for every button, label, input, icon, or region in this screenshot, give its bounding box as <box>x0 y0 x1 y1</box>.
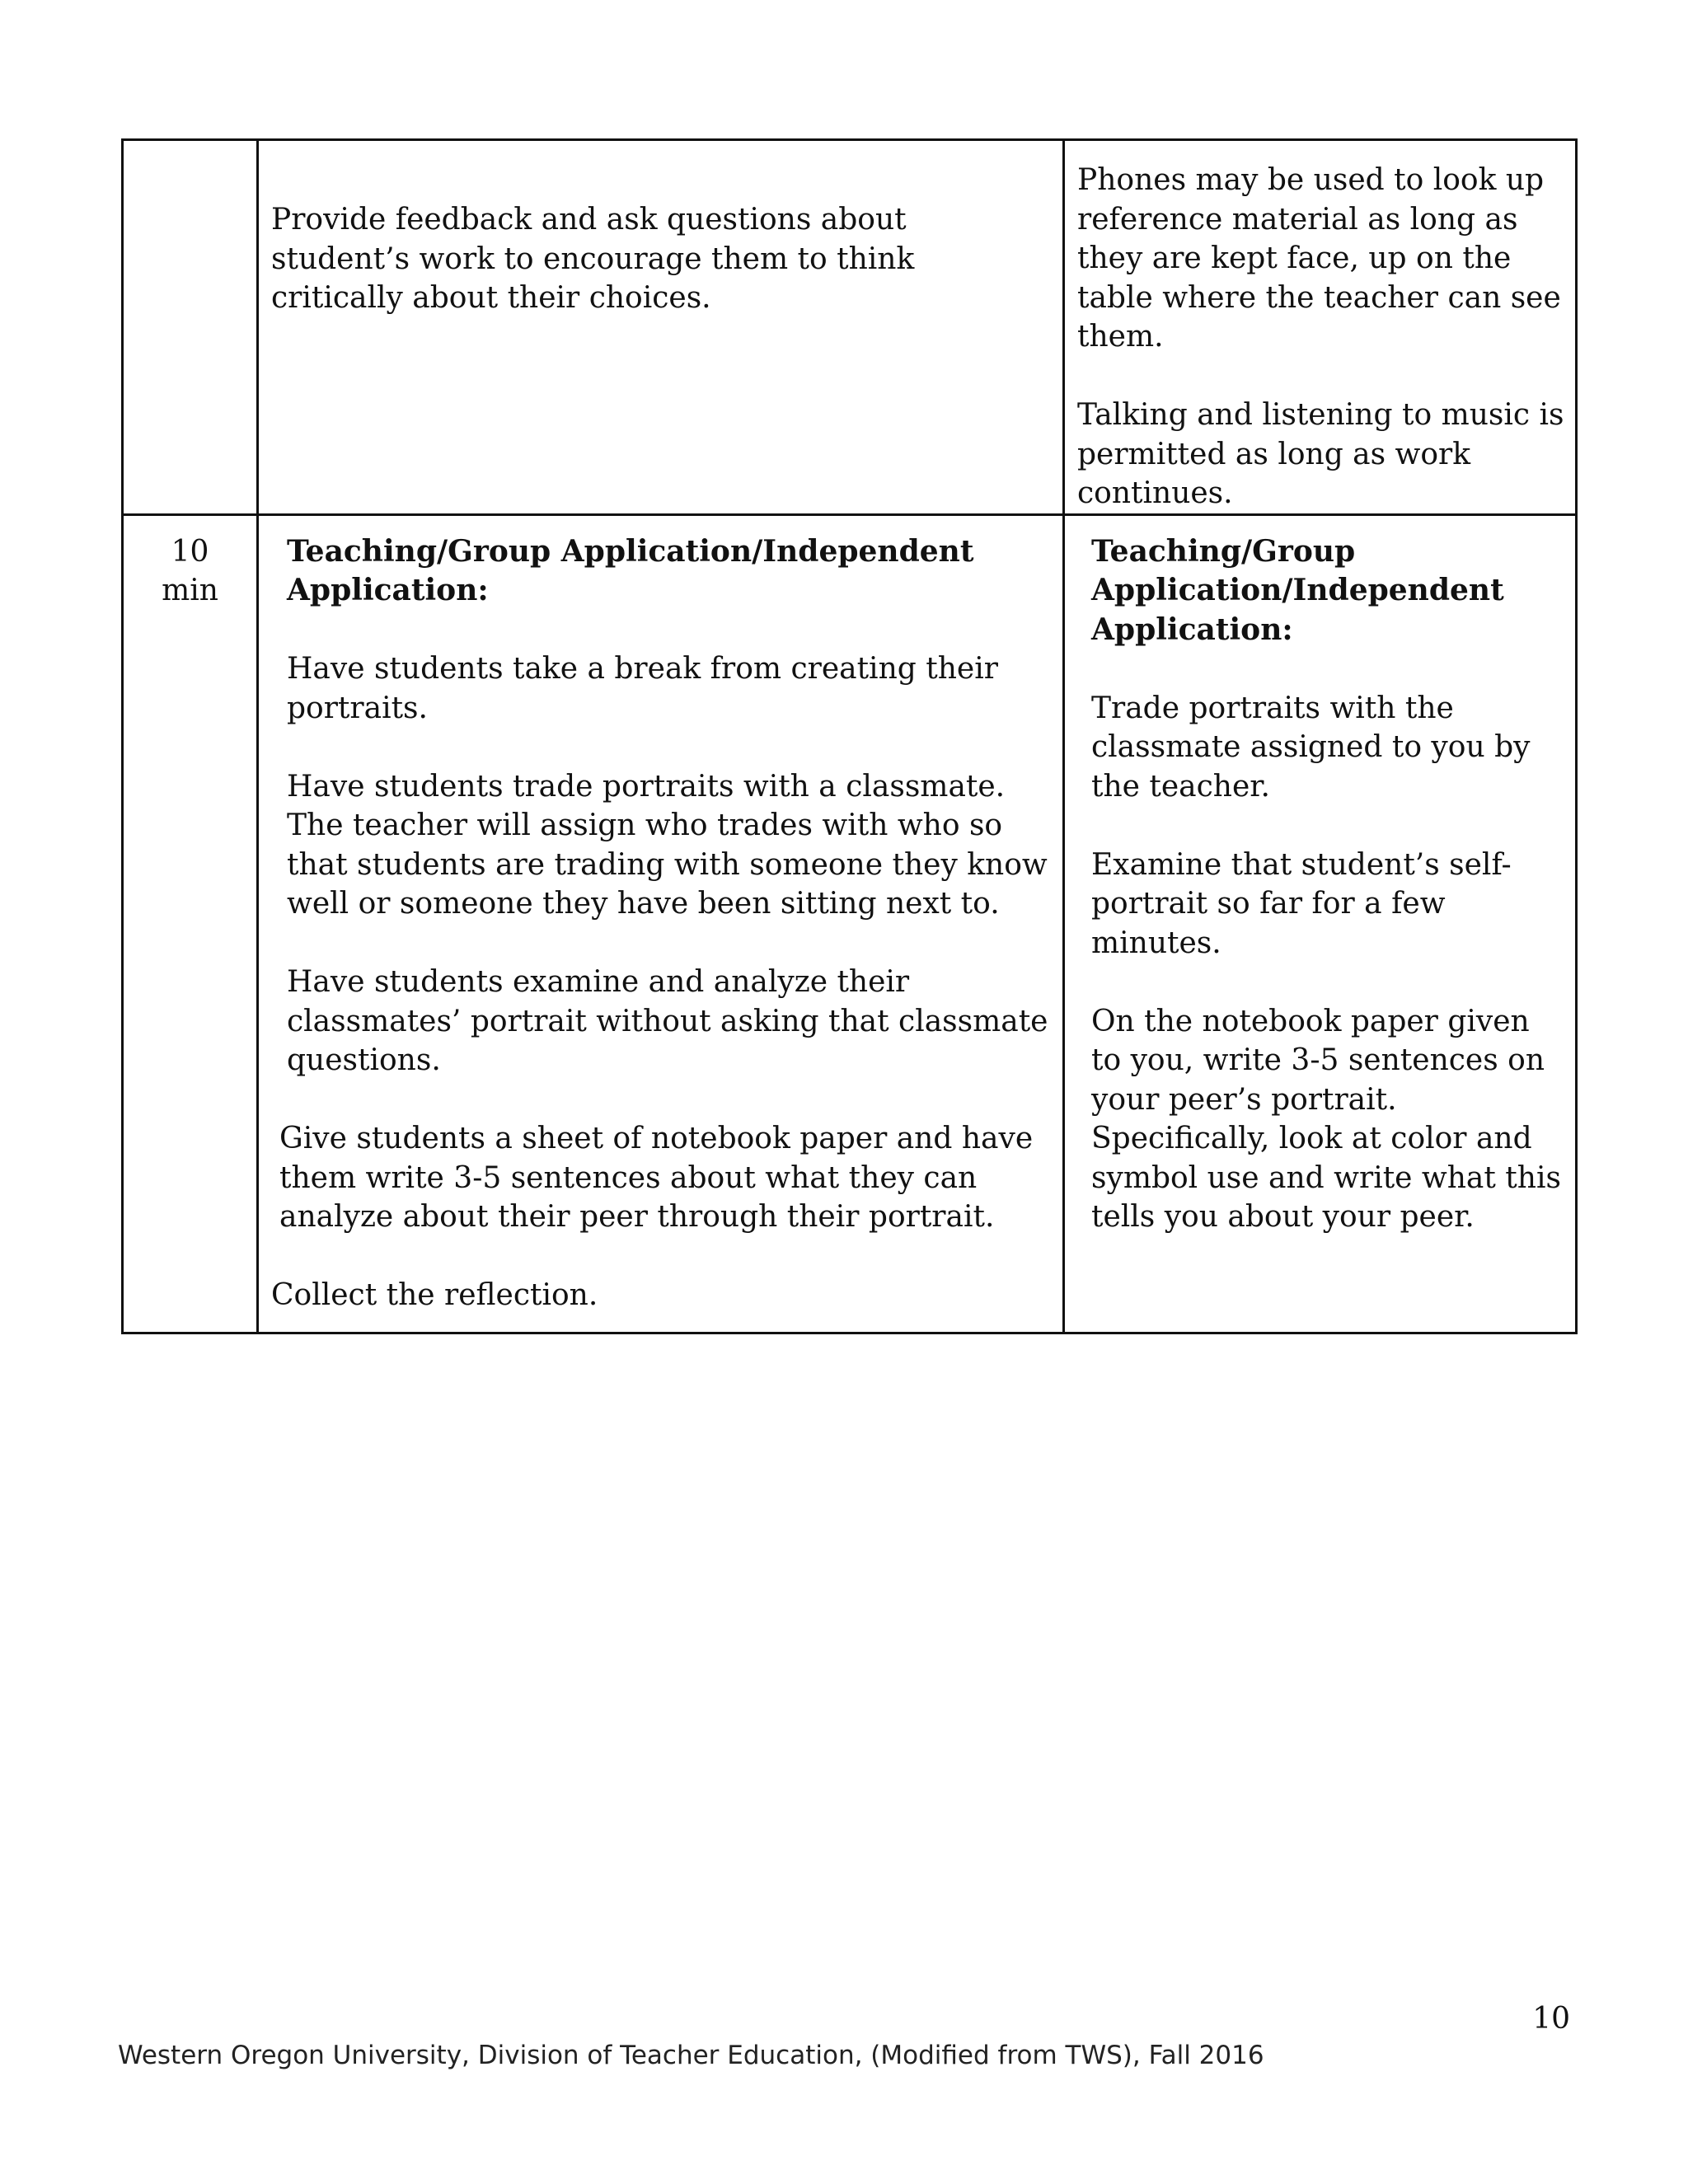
teacher-activity-cell <box>258 140 1064 515</box>
page-footer: Western Oregon University, Division of Teacher Education, (Modified from TWS), Fall 2016 <box>118 2041 1264 2070</box>
teacher-paragraph: Have students trade portraits with a classmate. The teacher will assign who trades with who so that students are trading with someone they know well or someone they have been sitting next to. <box>287 769 1048 921</box>
table-row <box>123 140 1577 515</box>
time-value: 10 <box>171 534 209 569</box>
student-activity-cell <box>1064 514 1577 1333</box>
student-paragraph: On the notebook paper given to you, write 3-5 sentences on your peer’s portrait. Specifically, look at color and symbol use and write what this tells you about your peer. <box>1091 1004 1561 1234</box>
time-unit: min <box>162 574 218 607</box>
student-paragraph: Phones may be used to look up reference material as long as they are kept face, up on the table where the teacher can see them. <box>1077 163 1561 354</box>
teacher-paragraph: Collect the reflection. <box>271 1278 598 1312</box>
teacher-activity-cell <box>258 514 1064 1333</box>
student-section-heading: Teaching/Group Application/Independent Application: <box>1091 533 1504 647</box>
time-cell <box>123 140 258 515</box>
table-row <box>123 514 1577 1333</box>
time-cell <box>123 514 258 1333</box>
student-paragraph: Trade portraits with the classmate assigned to you by the teacher. <box>1091 691 1531 804</box>
lesson-plan-table <box>121 138 1578 1334</box>
teacher-paragraph: Have students take a break from creating their portraits. <box>287 652 998 725</box>
teacher-paragraph: Provide feedback and ask questions about student’s work to encourage them to think critically about their choices. <box>271 203 915 315</box>
student-activity-cell <box>1064 140 1577 515</box>
teacher-paragraph: Have students examine and analyze their classmates’ portrait without asking that classmate questions. <box>287 965 1048 1077</box>
page-number: 10 <box>1532 2002 1570 2036</box>
teacher-section-heading: Teaching/Group Application/Independent Application: <box>287 533 974 607</box>
student-paragraph: Talking and listening to music is permitted as long as work continues. <box>1077 398 1564 510</box>
student-paragraph: Examine that student’s self-portrait so far for a few minutes. <box>1091 847 1512 960</box>
teacher-paragraph: Give students a sheet of notebook paper and have them write 3-5 sentences about what they can analyze about their peer through their portrait. <box>279 1122 1034 1234</box>
